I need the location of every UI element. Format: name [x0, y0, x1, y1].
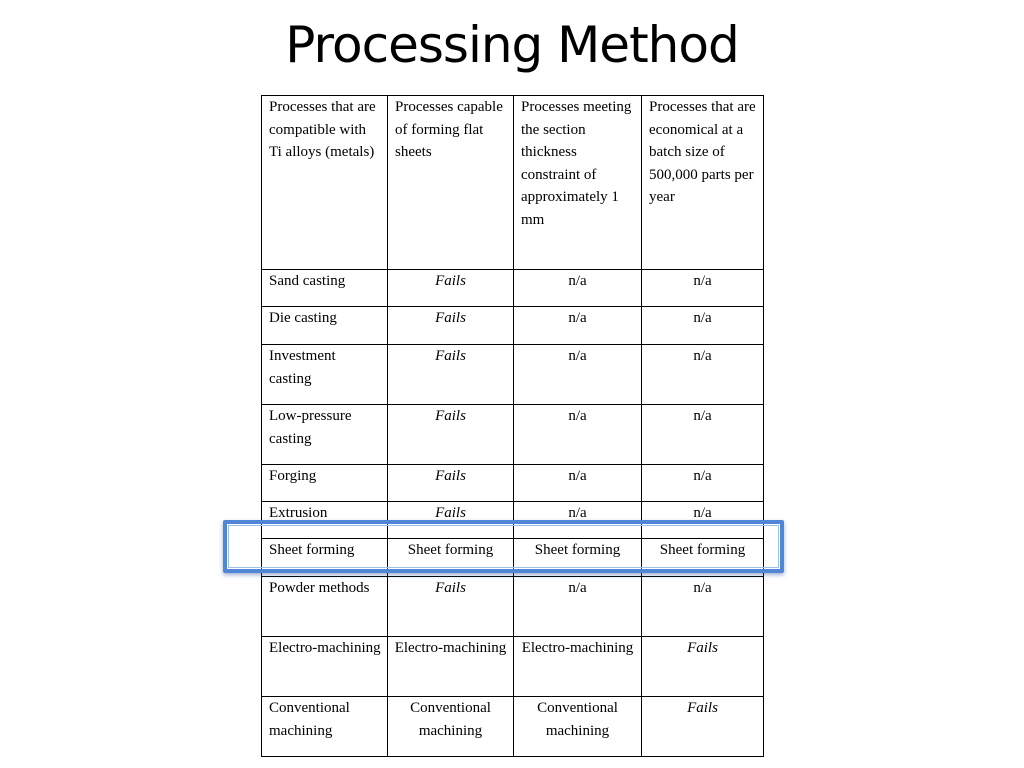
table-row: [262, 577, 764, 637]
table-cell: n/a: [642, 577, 764, 637]
table-cell: n/a: [642, 502, 764, 539]
table-header-row: [262, 96, 764, 270]
slide-title: Processing Method: [285, 16, 739, 74]
table-cell: n/a: [642, 307, 764, 345]
row-label-cell: Powder methods: [262, 577, 388, 637]
table-cell: Fails: [642, 697, 764, 757]
table-cell: Electro-machining: [514, 637, 642, 697]
table-cell: n/a: [514, 405, 642, 465]
row-label-cell: Forging: [262, 465, 388, 502]
table-cell: Electro-machining: [388, 637, 514, 697]
table-cell: n/a: [514, 345, 642, 405]
table-row: [262, 270, 764, 307]
table-cell: Fails: [388, 270, 514, 307]
table-cell: n/a: [514, 502, 642, 539]
table-cell: Fails: [388, 465, 514, 502]
sheet-forming-highlight-box: [223, 520, 784, 573]
header-cell-flat-sheets: Processes capable of forming flat sheets: [388, 96, 514, 270]
table-cell: n/a: [642, 270, 764, 307]
table-cell: Fails: [642, 637, 764, 697]
row-label-cell: Sheet forming: [262, 539, 388, 577]
table-cell: n/a: [642, 465, 764, 502]
header-cell-economical-batch: Processes that are economical at a batch size of 500,000 parts per year: [642, 96, 764, 270]
table-cell: n/a: [514, 577, 642, 637]
table-cell: Conventional machining: [388, 697, 514, 757]
table-row: [262, 697, 764, 757]
table-cell: Sheet forming: [514, 539, 642, 577]
row-label-cell: Die casting: [262, 307, 388, 345]
table-row: [262, 637, 764, 697]
table-cell: Fails: [388, 502, 514, 539]
processing-method-table: [261, 95, 764, 757]
table-row: [262, 405, 764, 465]
row-label-cell: Extrusion: [262, 502, 388, 539]
table-row: [262, 345, 764, 405]
header-cell-section-thickness: Processes meeting the section thickness constraint of approximately 1 mm: [514, 96, 642, 270]
table-cell: n/a: [514, 307, 642, 345]
table-cell: Fails: [388, 577, 514, 637]
table-row: [262, 465, 764, 502]
row-label-cell: Conventional machining: [262, 697, 388, 757]
header-cell-compatible-ti: Processes that are compatible with Ti alloys (metals): [262, 96, 388, 270]
table-cell: Sheet forming: [388, 539, 514, 577]
table-cell: Fails: [388, 405, 514, 465]
table-cell: n/a: [514, 465, 642, 502]
table-cell: Fails: [388, 345, 514, 405]
table-row: [262, 307, 764, 345]
row-label-cell: Investment casting: [262, 345, 388, 405]
row-label-cell: Low-pressure casting: [262, 405, 388, 465]
table-cell: n/a: [514, 270, 642, 307]
table-cell: n/a: [642, 345, 764, 405]
table-cell: n/a: [642, 405, 764, 465]
table-cell: Fails: [388, 307, 514, 345]
row-label-cell: Electro-machining: [262, 637, 388, 697]
row-label-cell: Sand casting: [262, 270, 388, 307]
table-cell: Conventional machining: [514, 697, 642, 757]
table-cell: Sheet forming: [642, 539, 764, 577]
